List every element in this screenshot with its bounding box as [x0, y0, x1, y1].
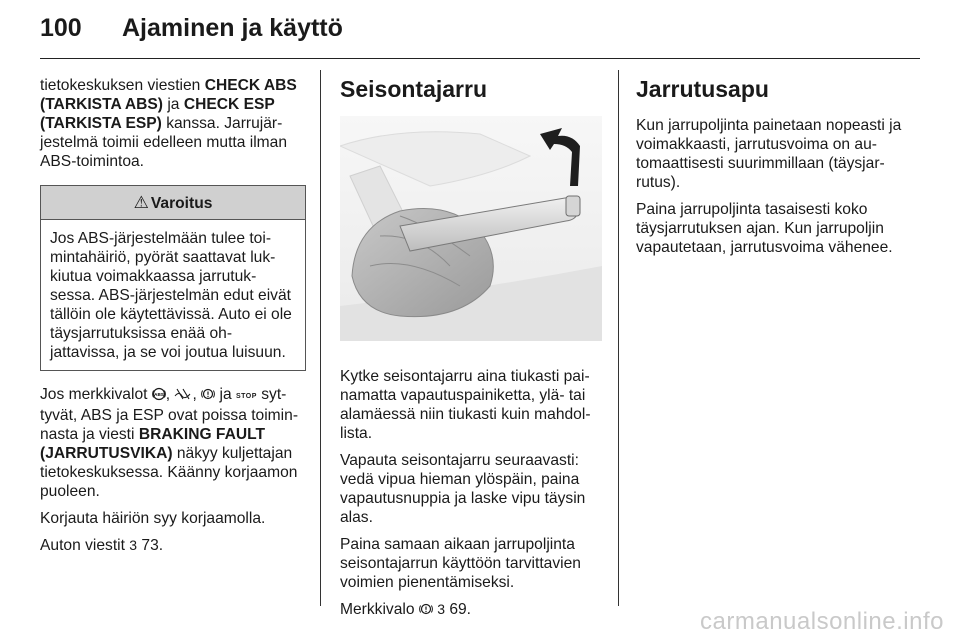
- warning-triangle-icon: ⚠: [133, 193, 149, 212]
- column-divider-1: [320, 70, 321, 606]
- brake-warning-light-icon: [201, 387, 215, 401]
- column-right: [636, 76, 906, 265]
- esp-skid-icon: [174, 387, 192, 401]
- page-reference-arrow-icon: 3: [129, 537, 138, 553]
- brake-assist-heading: Jarrutusapu: [636, 76, 769, 102]
- column-middle: [340, 76, 602, 627]
- parking-brake-heading: Seisontajarru: [340, 76, 487, 102]
- header-rule: [40, 58, 920, 59]
- page-header: [40, 8, 343, 48]
- column-left: [40, 76, 306, 563]
- brake-assist-text-1: Kun jarrupoljinta painetaan nopeasti ja voimakkaasti, jarrutusvoima on automaattisesti suurimmillaan (täysjarrutus).: [636, 117, 902, 191]
- warning-box: [40, 185, 306, 371]
- brake-warning-light-icon: [419, 602, 433, 616]
- parking-brake-release-text: Vapauta seisontajarru seuraavasti: vedä vipua hieman ylöspäin, paina vapautusnuppia ja laske vipu täysin alas.: [340, 452, 586, 526]
- repair-paragraph: Korjauta häiriön syy korjaamolla.: [40, 510, 266, 527]
- brake-pedal-text: Paina samaan aikaan jarrupoljinta seisontajarrun käyttöön tarvittavien voimien pienentämiseksi.: [340, 536, 581, 591]
- parking-brake-apply-text: Kytke seisontajarru aina tiukasti painamatta vapautuspainiketta, ylä- tai alamäessä niin tiukasti kuin mahdollista.: [340, 368, 591, 442]
- braking-fault-message: BRAKING FAULT (JARRUTUSVIKA): [40, 426, 265, 462]
- watermark: carmanualsonline.info: [700, 608, 944, 635]
- warning-text: Jos ABS-järjestelmään tulee toimintahäiriö, pyörät saattavat lukkiutua voimakkaassa jarrutuksessa. ABS-järjestelmän edut eivät tällöin ole käytettävissä. Auto ei ole täysjarrutuksissa enää ohjattavissa, ja se voi joutua luisuun.: [50, 230, 292, 361]
- brake-assist-text-2: Paina jarrupoljinta tasaisesti koko täysjarrutuksen ajan. Kun jarrupoljin vapautetaan, jarrutusvoima vähenee.: [636, 201, 893, 256]
- page-reference-arrow-icon: 3: [437, 601, 445, 617]
- svg-text:ABS: ABS: [153, 391, 164, 397]
- page-number: 100: [40, 13, 82, 42]
- check-esp-message: CHECK ESP (TARKISTA ESP): [40, 96, 275, 132]
- column-divider-2: [618, 70, 619, 606]
- abs-warning-light-icon: [152, 387, 166, 401]
- section-title: Ajaminen ja käyttö: [122, 13, 343, 42]
- abs-paragraph: tietokeskuksen viestien CHECK ABS (TARKISTA ABS) ja CHECK ESP (TARKISTA ESP) kanssa. Jarrujärjestelmä toimii edelleen mutta ilman ABS-toimintoa.: [40, 77, 297, 170]
- warning-lights-paragraph: Jos merkkivalot ABS , , ja STOP syttyvät, ABS ja ESP ovat poissa toiminnasta ja viesti BRAKING FAULT (JARRUTUSVIKA) näkyy kuljettajan tietokeskuksessa. Käänny korjaamon puoleen.: [40, 386, 299, 500]
- parking-brake-illustration: [340, 116, 602, 341]
- warning-header: [41, 186, 305, 220]
- warning-title: Varoitus: [150, 195, 213, 212]
- check-abs-message: CHECK ABS (TARKISTA ABS): [40, 77, 297, 113]
- stop-indicator-icon: STOP: [235, 393, 257, 400]
- warning-light-reference: Merkkivalo 3 69.: [340, 601, 472, 618]
- vehicle-messages-reference: Auton viestit 3 73.: [40, 537, 164, 554]
